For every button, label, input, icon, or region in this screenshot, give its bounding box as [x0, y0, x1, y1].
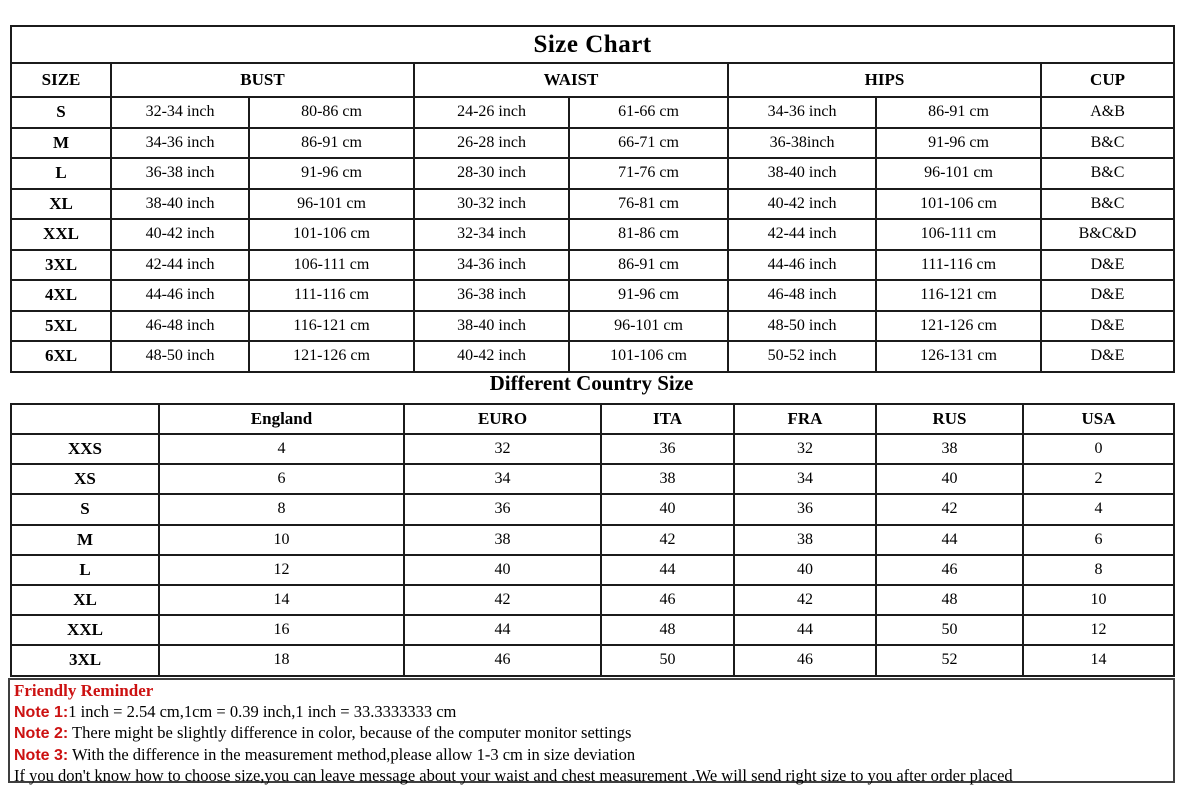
measurement-cell: 48-50 inch — [728, 311, 876, 342]
measurement-cell: 50-52 inch — [728, 341, 876, 372]
measurement-cell: 126-131 cm — [876, 341, 1041, 372]
size-chart-row — [11, 341, 1174, 372]
measurement-cell: 101-106 cm — [569, 341, 728, 372]
measurement-cell: 61-66 cm — [569, 97, 728, 128]
measurement-cell: 86-91 cm — [249, 128, 414, 159]
measurement-cell: 40-42 inch — [414, 341, 569, 372]
measurement-cell: 121-126 cm — [249, 341, 414, 372]
size-chart-title: Size Chart — [11, 26, 1174, 63]
measurement-cell: D&E — [1041, 280, 1174, 311]
measurement-cell: 32-34 inch — [111, 97, 249, 128]
country-size-heading: Different Country Size — [489, 371, 694, 395]
country-size-cell: 44 — [404, 615, 601, 645]
column-header-hips: HIPS — [728, 63, 1041, 97]
measurement-cell: 24-26 inch — [414, 97, 569, 128]
measurement-cell: 34-36 inch — [111, 128, 249, 159]
size-label-cell: XL — [11, 585, 159, 615]
country-size-row — [11, 434, 1174, 464]
size-chart-header-row — [11, 63, 1174, 97]
country-size-row — [11, 525, 1174, 555]
country-size-cell: 46 — [876, 555, 1023, 585]
country-size-cell: 42 — [734, 585, 876, 615]
measurement-cell: 80-86 cm — [249, 97, 414, 128]
measurement-cell: 116-121 cm — [876, 280, 1041, 311]
measurement-cell: 91-96 cm — [876, 128, 1041, 159]
country-size-cell: 46 — [601, 585, 734, 615]
measurement-cell: 38-40 inch — [414, 311, 569, 342]
country-size-cell: 4 — [159, 434, 404, 464]
measurement-cell: 111-116 cm — [876, 250, 1041, 281]
measurement-cell: 96-101 cm — [569, 311, 728, 342]
friendly-reminder-title: Friendly Reminder — [14, 681, 154, 700]
country-size-cell: 8 — [159, 494, 404, 524]
measurement-cell: D&E — [1041, 250, 1174, 281]
measurement-cell: 34-36 inch — [414, 250, 569, 281]
measurement-cell: D&E — [1041, 311, 1174, 342]
country-size-cell: 38 — [734, 525, 876, 555]
country-size-cell: 52 — [876, 645, 1023, 675]
measurement-cell: 81-86 cm — [569, 219, 728, 250]
measurement-cell: 40-42 inch — [728, 189, 876, 220]
column-header-fra: FRA — [734, 404, 876, 434]
country-size-cell: 12 — [159, 555, 404, 585]
column-header-ita: ITA — [601, 404, 734, 434]
size-chart-row — [11, 280, 1174, 311]
size-chart-row — [11, 189, 1174, 220]
country-size-cell: 2 — [1023, 464, 1174, 494]
measurement-cell: 36-38 inch — [111, 158, 249, 189]
size-chart-row — [11, 97, 1174, 128]
measurement-cell: 101-106 cm — [249, 219, 414, 250]
measurement-cell: B&C — [1041, 189, 1174, 220]
note-1-label: Note 1: — [14, 703, 69, 721]
country-size-cell: 44 — [734, 615, 876, 645]
size-chart-row — [11, 219, 1174, 250]
country-size-cell: 40 — [601, 494, 734, 524]
country-size-row — [11, 555, 1174, 585]
note-line-2 — [14, 723, 1169, 745]
column-header-cup: CUP — [1041, 63, 1174, 97]
size-label-cell: XL — [11, 189, 111, 220]
column-header-rus: RUS — [876, 404, 1023, 434]
country-size-cell: 0 — [1023, 434, 1174, 464]
size-label-cell: M — [11, 128, 111, 159]
country-size-cell: 14 — [1023, 645, 1174, 675]
note-3-text: With the difference in the measurement method,please allow 1-3 cm in size deviation — [68, 744, 636, 764]
measurement-cell: A&B — [1041, 97, 1174, 128]
country-size-cell: 46 — [734, 645, 876, 675]
measurement-cell: 101-106 cm — [876, 189, 1041, 220]
measurement-cell: 34-36 inch — [728, 97, 876, 128]
size-chart-table — [10, 25, 1175, 373]
measurement-cell: 121-126 cm — [876, 311, 1041, 342]
measurement-cell: 36-38 inch — [414, 280, 569, 311]
country-size-row — [11, 645, 1174, 675]
country-size-cell: 44 — [876, 525, 1023, 555]
country-size-cell: 16 — [159, 615, 404, 645]
measurement-cell: 38-40 inch — [111, 189, 249, 220]
notes-box — [8, 678, 1175, 783]
country-size-body — [11, 434, 1174, 676]
measurement-cell: 116-121 cm — [249, 311, 414, 342]
country-size-cell: 42 — [601, 525, 734, 555]
measurement-cell: 44-46 inch — [728, 250, 876, 281]
column-header-usa: USA — [1023, 404, 1174, 434]
country-size-row — [11, 464, 1174, 494]
measurement-cell: 42-44 inch — [111, 250, 249, 281]
measurement-cell: 40-42 inch — [111, 219, 249, 250]
country-size-cell: 4 — [1023, 494, 1174, 524]
column-header-waist: WAIST — [414, 63, 728, 97]
note-1-text: 1 inch = 2.54 cm,1cm = 0.39 inch,1 inch = 33.3333333 cm — [68, 701, 457, 721]
country-size-cell: 50 — [876, 615, 1023, 645]
size-label-cell: XXL — [11, 219, 111, 250]
measurement-cell: 76-81 cm — [569, 189, 728, 220]
size-label-cell: 3XL — [11, 250, 111, 281]
size-chart-row — [11, 311, 1174, 342]
measurement-cell: B&C — [1041, 158, 1174, 189]
note-line-1 — [14, 702, 1169, 724]
country-size-cell: 40 — [876, 464, 1023, 494]
country-size-row — [11, 494, 1174, 524]
size-label-cell: M — [11, 525, 159, 555]
country-size-cell: 32 — [734, 434, 876, 464]
size-label-cell: L — [11, 158, 111, 189]
measurement-cell: 96-101 cm — [249, 189, 414, 220]
country-size-cell: 48 — [601, 615, 734, 645]
country-size-cell: 42 — [404, 585, 601, 615]
measurement-cell: 106-111 cm — [876, 219, 1041, 250]
country-size-cell: 8 — [1023, 555, 1174, 585]
size-label-cell: 6XL — [11, 341, 111, 372]
note-2-text: There might be slightly difference in color, because of the computer monitor settings — [68, 723, 632, 742]
measurement-cell: 46-48 inch — [111, 311, 249, 342]
country-size-cell: 34 — [734, 464, 876, 494]
country-size-cell: 36 — [734, 494, 876, 524]
measurement-cell: 38-40 inch — [728, 158, 876, 189]
column-header-england: England — [159, 404, 404, 434]
country-size-cell: 44 — [601, 555, 734, 585]
country-size-cell: 10 — [159, 525, 404, 555]
country-size-cell: 34 — [404, 464, 601, 494]
measurement-cell: 36-38inch — [728, 128, 876, 159]
size-label-cell: 5XL — [11, 311, 111, 342]
size-label-cell: XS — [11, 464, 159, 494]
size-label-cell: L — [11, 555, 159, 585]
column-header-size: SIZE — [11, 63, 111, 97]
size-label-cell: S — [11, 494, 159, 524]
measurement-cell: D&E — [1041, 341, 1174, 372]
column-header-blank — [11, 404, 159, 434]
country-size-cell: 32 — [404, 434, 601, 464]
country-size-cell: 18 — [159, 645, 404, 675]
measurement-cell: 26-28 inch — [414, 128, 569, 159]
column-header-bust: BUST — [111, 63, 414, 97]
country-size-header-row — [11, 404, 1174, 434]
size-label-cell: XXL — [11, 615, 159, 645]
size-chart-row — [11, 250, 1174, 281]
measurement-cell: 86-91 cm — [569, 250, 728, 281]
size-chart-row — [11, 158, 1174, 189]
measurement-cell: 44-46 inch — [111, 280, 249, 311]
measurement-cell: 28-30 inch — [414, 158, 569, 189]
country-size-cell: 40 — [404, 555, 601, 585]
country-size-cell: 40 — [734, 555, 876, 585]
measurement-cell: 30-32 inch — [414, 189, 569, 220]
note-2-label: Note 2: — [14, 725, 69, 742]
country-size-cell: 48 — [876, 585, 1023, 615]
country-size-cell: 50 — [601, 645, 734, 675]
measurement-cell: 48-50 inch — [111, 341, 249, 372]
country-size-cell: 12 — [1023, 615, 1174, 645]
country-size-cell: 38 — [404, 525, 601, 555]
measurement-cell: B&C — [1041, 128, 1174, 159]
measurement-cell: 46-48 inch — [728, 280, 876, 311]
country-size-cell: 36 — [601, 434, 734, 464]
size-label-cell: 3XL — [11, 645, 159, 675]
size-label-cell: 4XL — [11, 280, 111, 311]
measurement-cell: B&C&D — [1041, 219, 1174, 250]
measurement-cell: 86-91 cm — [876, 97, 1041, 128]
measurement-cell: 111-116 cm — [249, 280, 414, 311]
country-size-row — [11, 615, 1174, 645]
country-size-cell: 10 — [1023, 585, 1174, 615]
note-3-label: Note 3: — [14, 746, 69, 764]
country-size-cell: 6 — [1023, 525, 1174, 555]
country-size-table — [10, 403, 1175, 677]
measurement-cell: 106-111 cm — [249, 250, 414, 281]
country-size-cell: 36 — [404, 494, 601, 524]
measurement-cell: 32-34 inch — [414, 219, 569, 250]
size-label-cell: XXS — [11, 434, 159, 464]
measurement-cell: 66-71 cm — [569, 128, 728, 159]
size-chart-body — [11, 97, 1174, 372]
measurement-cell: 71-76 cm — [569, 158, 728, 189]
measurement-cell: 91-96 cm — [569, 280, 728, 311]
measurement-cell: 96-101 cm — [876, 158, 1041, 189]
country-size-cell: 6 — [159, 464, 404, 494]
country-size-cell: 42 — [876, 494, 1023, 524]
country-size-cell: 38 — [876, 434, 1023, 464]
country-size-cell: 46 — [404, 645, 601, 675]
size-chart-title-row — [11, 26, 1174, 63]
size-label-cell: S — [11, 97, 111, 128]
note-line-3 — [14, 745, 1169, 767]
country-size-cell: 38 — [601, 464, 734, 494]
country-size-cell: 14 — [159, 585, 404, 615]
measurement-cell: 91-96 cm — [249, 158, 414, 189]
measurement-cell: 42-44 inch — [728, 219, 876, 250]
column-header-euro: EURO — [404, 404, 601, 434]
country-size-row — [11, 585, 1174, 615]
notes-footer-line: If you don't know how to choose size,you can leave message about your waist and chest measurement .We will send right size to you after order placed — [14, 766, 1013, 785]
size-chart-row — [11, 128, 1174, 159]
